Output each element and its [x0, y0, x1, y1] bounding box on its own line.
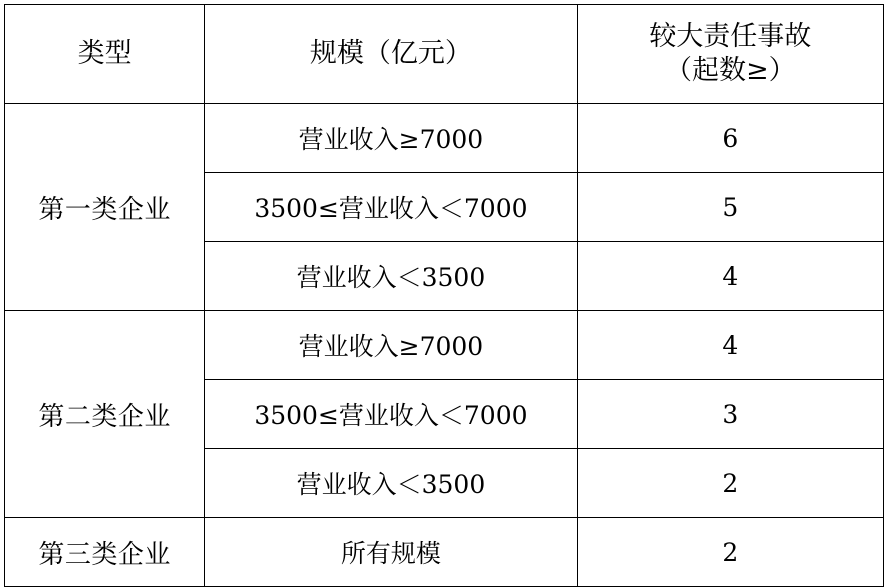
scale-cell: 营业收入＜3500: [205, 242, 577, 311]
header-cell-scale: 规模（亿元）: [205, 5, 577, 104]
count-cell: 4: [577, 311, 883, 380]
count-cell: 3: [577, 380, 883, 449]
table-row: [5, 104, 884, 173]
scale-cell: 营业收入＜3500: [205, 449, 577, 518]
table-row: [5, 311, 884, 380]
type-cell-group-3: 第三类企业: [5, 518, 205, 587]
scale-cell: 营业收入≥7000: [205, 311, 577, 380]
count-cell: 6: [577, 104, 883, 173]
table-body: [5, 104, 884, 587]
document-page: [0, 4, 892, 570]
header-cell-type: 类型: [5, 5, 205, 104]
scale-cell: 3500≤营业收入＜7000: [205, 380, 577, 449]
enterprise-accident-table: [4, 4, 884, 587]
table-header-row: [5, 5, 884, 104]
header-accident-line1: 较大责任事故: [649, 21, 812, 53]
count-cell: 2: [577, 449, 883, 518]
type-cell-group-1: 第一类企业: [5, 104, 205, 311]
type-cell-group-2: 第二类企业: [5, 311, 205, 518]
table-row: [5, 518, 884, 587]
scale-cell: 所有规模: [205, 518, 577, 587]
scale-cell: 3500≤营业收入＜7000: [205, 173, 577, 242]
count-cell: 4: [577, 242, 883, 311]
header-accident-line2: （起数≥）: [665, 55, 796, 86]
count-cell: 2: [577, 518, 883, 587]
count-cell: 5: [577, 173, 883, 242]
table-header: [5, 5, 884, 104]
header-cell-accident: [577, 5, 883, 104]
scale-cell: 营业收入≥7000: [205, 104, 577, 173]
